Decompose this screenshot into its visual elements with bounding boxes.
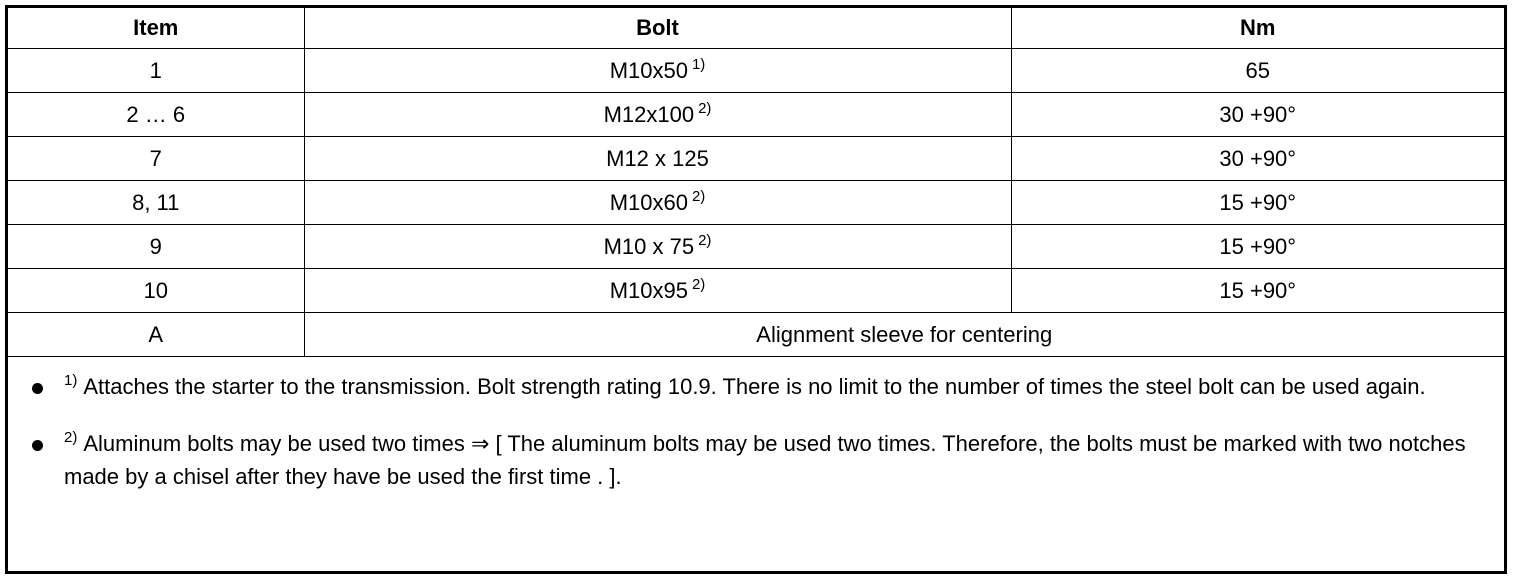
- bolt-cell: [304, 269, 1011, 313]
- footnote-ref: 2): [698, 99, 712, 117]
- footnote-1: [8, 372, 1504, 405]
- bolt-size: M10 x 75: [603, 233, 695, 259]
- bolt-size: M12x100: [603, 101, 695, 127]
- item-cell: 8, 11: [8, 181, 304, 225]
- bolt-torque-table-frame: [5, 5, 1507, 574]
- item-cell: A: [8, 313, 304, 357]
- header-item: Item: [8, 8, 304, 49]
- table-row: [8, 137, 1504, 181]
- item-cell: 2 … 6: [8, 93, 304, 137]
- bolt-cell: [304, 49, 1011, 93]
- description-cell: Alignment sleeve for centering: [304, 313, 1504, 357]
- torque-cell: 15 +90°: [1011, 225, 1504, 269]
- table-row-alignment-sleeve: [8, 313, 1504, 357]
- table-row: [8, 225, 1504, 269]
- item-cell: 10: [8, 269, 304, 313]
- item-cell: 1: [8, 49, 304, 93]
- bolt-size: M10x50: [609, 57, 688, 83]
- torque-cell: 30 +90°: [1011, 137, 1504, 181]
- torque-cell: 15 +90°: [1011, 269, 1504, 313]
- header-bolt: Bolt: [304, 8, 1011, 49]
- header-nm: Nm: [1011, 8, 1504, 49]
- bolt-torque-table: [8, 8, 1504, 357]
- footnote-text: Attaches the starter to the transmission. Bolt strength rating 10.9. There is no limit to the number of times the steel bolt can be used again.: [83, 374, 1426, 399]
- bolt-cell: [304, 181, 1011, 225]
- table-row: [8, 49, 1504, 93]
- footnote-ref: 2): [698, 231, 712, 249]
- bolt-size: M12 x 125: [606, 145, 709, 171]
- torque-cell: 15 +90°: [1011, 181, 1504, 225]
- footnote-ref: 2): [691, 275, 706, 293]
- bolt-cell: [304, 225, 1011, 269]
- footnote-ref: 2): [691, 187, 706, 205]
- bolt-cell: [304, 93, 1011, 137]
- footnote-marker: 1): [64, 372, 78, 389]
- table-row: [8, 181, 1504, 225]
- bolt-size: M10x60: [609, 189, 688, 215]
- table-row: [8, 93, 1504, 137]
- torque-cell: 65: [1011, 49, 1504, 93]
- table-row: [8, 269, 1504, 313]
- footnote-2: [8, 429, 1504, 492]
- torque-cell: 30 +90°: [1011, 93, 1504, 137]
- bullet-icon: [32, 440, 43, 451]
- item-cell: 9: [8, 225, 304, 269]
- bullet-icon: [32, 383, 43, 394]
- footnote-marker: 2): [64, 429, 78, 446]
- bolt-size: M10x95: [609, 277, 688, 303]
- item-cell: 7: [8, 137, 304, 181]
- footnotes: [8, 360, 1504, 492]
- table-header-row: [8, 8, 1504, 49]
- bolt-cell: [304, 137, 1011, 181]
- footnote-ref: 1): [691, 55, 706, 73]
- footnote-text: Aluminum bolts may be used two times ⇒ [ The aluminum bolts may be used two times. Therefore, the bolts must be marked with two notches made by a chisel after they have be used the first time . ].: [64, 431, 1466, 489]
